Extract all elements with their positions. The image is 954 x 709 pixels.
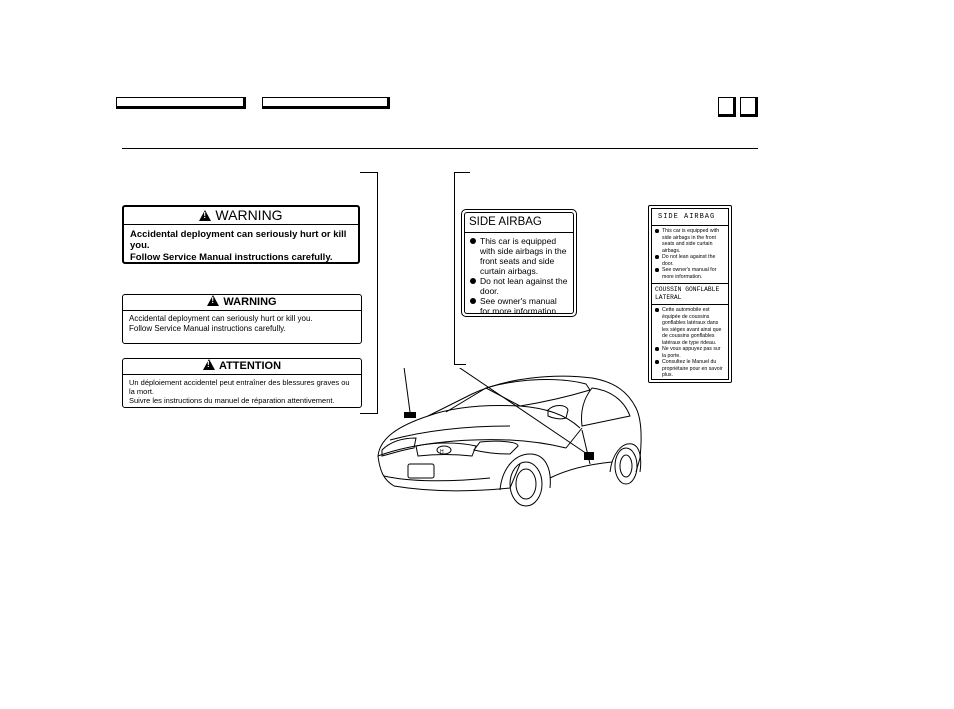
bilingual-title-fr: COUSSIN GONFLABLE LATERAL (652, 283, 728, 305)
bilingual-fr-item-3: Consultez le Manuel du propriétaire pour en savoir plus. (655, 359, 725, 379)
attention-label-title (123, 359, 361, 375)
bilingual-en-item-3: See owner's manual for more information. (655, 267, 725, 280)
leader-sa-vertical (454, 172, 455, 365)
side-airbag-label (461, 209, 577, 317)
warning-small-line-2: Follow Service Manual instructions carefully. (129, 323, 286, 333)
header-tab-1[interactable] (116, 97, 246, 109)
attention-label (122, 358, 362, 408)
side-airbag-title: SIDE AIRBAG (465, 213, 573, 233)
side-airbag-item-3: See owner's manual for more information. (469, 296, 569, 316)
side-airbag-item-1: This car is equipped with side airbags in the front seats and side curtain airbags. (469, 236, 569, 276)
header-rule (122, 148, 758, 149)
attention-title-text: ATTENTION (218, 360, 282, 372)
bilingual-airbag-label (648, 205, 732, 383)
warning-triangle-icon (207, 295, 219, 306)
warning-triangle-icon (199, 210, 211, 221)
warning-small-title-text: WARNING (223, 296, 277, 308)
bilingual-fr-item-2: Ne vous appuyez pas sur la porte. (655, 346, 725, 359)
header-box-2[interactable] (740, 97, 758, 117)
warning-label-large (122, 205, 360, 264)
bilingual-en-item-1: This car is equipped with side airbags in the front seats and side curtain airbags. (655, 228, 725, 254)
leader-bracket-top (360, 172, 378, 173)
bilingual-title: SIDE AIRBAG (652, 209, 728, 226)
leader-sa-bottom (454, 364, 466, 365)
car-illustration (370, 368, 650, 513)
warning-small-line-1: Accidental deployment can seriously hurt or kill you. (129, 314, 313, 323)
header-tab-2[interactable] (262, 97, 390, 109)
bilingual-fr-item-1: Cette automobile est équipée de coussins gonflables latéraux dans les sièges avant ainsi que de coussins gonflables latéraux de type rideau. (655, 307, 725, 346)
warning-label-small-title (123, 295, 361, 311)
header-box-1[interactable] (718, 97, 736, 117)
svg-text:H: H (440, 449, 444, 455)
warning-line-2: Follow Service Manual instructions carefully. (130, 251, 333, 263)
warning-label-small (122, 294, 362, 344)
attention-line-2: Suivre les instructions du manuel de réparation attentivement. (129, 396, 335, 405)
warning-line-1: Accidental deployment can seriously hurt or kill you. (130, 229, 347, 252)
warning-title-text: WARNING (215, 207, 283, 223)
leader-sa-top (454, 172, 470, 173)
bilingual-en-item-2: Do not lean against the door. (655, 254, 725, 267)
warning-label-large-title (124, 207, 358, 225)
warning-triangle-icon (203, 359, 215, 370)
attention-line-1: Un déploiement accidentel peut entraîner des blessures graves ou la mort. (129, 378, 350, 396)
side-airbag-item-2: Do not lean against the door. (469, 276, 569, 296)
